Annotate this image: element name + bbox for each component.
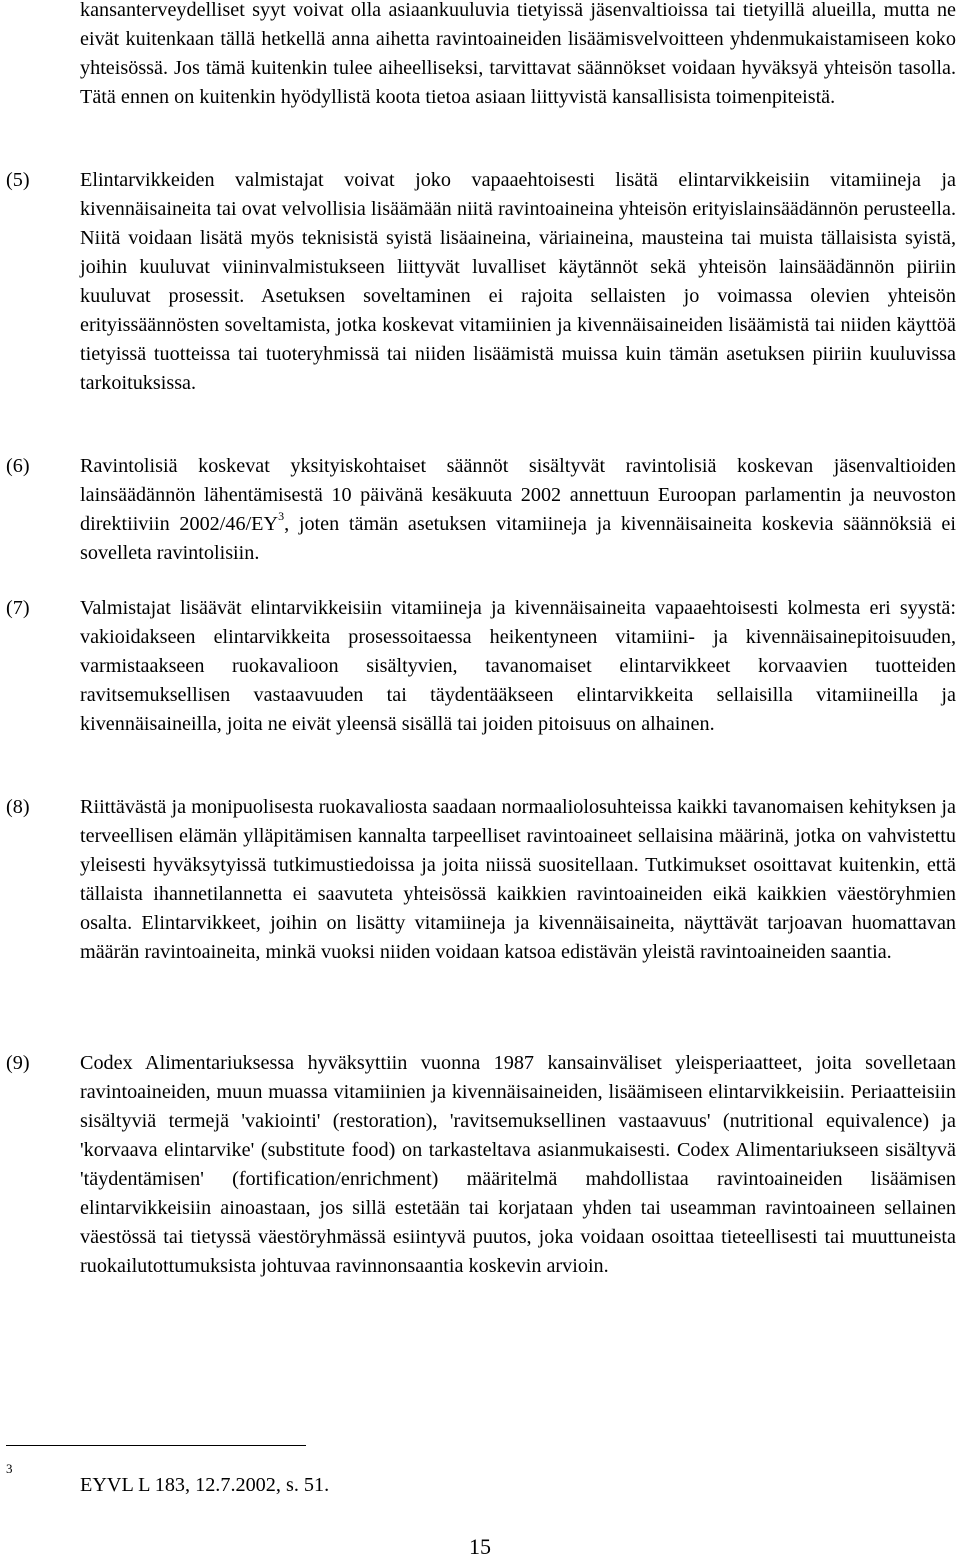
paragraph-7	[6, 594, 956, 739]
paragraph-number: (7)	[6, 597, 30, 619]
paragraph-text: Riittävästä ja monipuolisesta ruokavaliosta saadaan normaaliolosuhteissa kaikki tavanomaisen kehityksen ja terveellisen elämän ylläpitämisen kannalta tarpeelliset ravintoaineet sellaisina määrinä, jotka on vahvistettu yleisesti hyväksytyissä tutkimustiedoissa ja joita niissä suositellaan. Tutkimukset osoittavat kuitenkin, että tällaista ihannetilannetta ei saavuteta yhteisössä kaikkien ravintoaineiden eikä kaikkien väestöryhmien osalta. Elintarvikkeet, joihin on lisätty vitamiineja ja kivennäisaineita, näyttävät tarjoavan huomattavan määrän ravintoaineita, minkä vuoksi niiden voidaan katsoa edistävän yleistä ravintoaineiden saantia.	[80, 796, 956, 963]
paragraph-text: Elintarvikkeiden valmistajat voivat joko vapaaehtoisesti lisätä elintarvikkeisiin vitamiineja ja kivennäisaineita tai ovat velvollisia lisäämään niitä ravintoaineina yhteisön erityislainsäädännön perusteella. Niitä voidaan lisätä myös teknisistä syistä lisäaineina, väriaineina, mausteina tai muista tällaisista syistä, joihin kuuluvat viininvalmistukseen liittyvät luvalliset käytännöt sekä yhteisön lainsäädännön piiriin kuuluvat prosessit. Asetuksen soveltaminen ei rajoita sellaisten jo voimassa olevien yhteisön erityissäännösten soveltamista, jotka koskevat vitamiinien ja kivennäisaineiden lisäämistä tai niiden käyttöä tietyissä tuotteissa tai tuoteryhmissä tai niiden lisäämistä muissa kuin tämän asetuksen piiriin kuuluvissa tarkoituksissa.	[80, 169, 956, 394]
paragraph-number: (8)	[6, 796, 30, 818]
intro-text: kansanterveydelliset syyt voivat olla asiaankuuluvia tietyissä jäsenvaltioissa tai tietyillä alueilla, mutta ne eivät kuitenkaan tällä hetkellä anna aihetta ravintoaineiden lisäämisvelvoitteen yhdenmukaistamiseen koko yhteisössä. Jos tämä kuitenkin tulee aiheelliseksi, tarvittavat säännökset voidaan hyväksyä yhteisön tasolla. Tätä ennen on kuitenkin hyödyllistä koota tietoa asiaan liittyvistä kansallisista toimenpiteistä.	[80, 0, 956, 108]
intro-paragraph	[80, 0, 956, 112]
paragraph-number: (6)	[6, 455, 30, 477]
paragraph-text-after: , joten tämän asetuksen vitamiineja ja kivennäisaineita koskevia säännöksiä ei sovelleta ravintolisiin.	[80, 513, 956, 564]
footnote-separator	[6, 1445, 306, 1446]
paragraph-text: Codex Alimentariuksessa hyväksyttiin vuonna 1987 kansainväliset yleisperiaatteet, joita sovelletaan ravintoaineiden, muun muassa vitamiinien ja kivennäisaineiden, lisäämiseen elintarvikkeisiin. Periaatteisiin sisältyviä termejä 'vakiointi' (restoration), 'ravitsemuksellinen vastaavuus' (nutritional equivalence) ja 'korvaava elintarvike' (substitute food) on tarkasteltava asianmukaisesti. Codex Alimentariukseen sisältyvä 'täydentämisen' (fortification/enrichment) määritelmä mahdollistaa ravintoaineiden lisäämisen elintarvikkeisiin ainoastaan, jos sillä estetään tai korjataan yhden tai useamman ravintoaineen sellainen väestössä tai tietyssä väestöryhmässä esiintyvä puutos, joka voidaan osoittaa tieteellisesti tai muuttuneista ruokailutottumuksista johtuvaa ravinnonsaantia koskevin arvioin.	[80, 1052, 956, 1277]
paragraph-6	[6, 452, 956, 568]
footnote-number: 3	[6, 1461, 13, 1476]
paragraph-9	[6, 1049, 956, 1281]
paragraph-text	[80, 452, 956, 568]
paragraph-number: (9)	[6, 1052, 30, 1074]
paragraph-5	[6, 166, 956, 398]
page-number: 15	[469, 1534, 491, 1559]
paragraph-number: (5)	[6, 169, 30, 191]
paragraph-text-before: Ravintolisiä koskevat yksityiskohtaiset säännöt sisältyvät ravintolisiä koskevan jäsenvaltioiden lainsäädännön lähentämisestä 10 päivänä kesäkuuta 2002 annettuun Euroopan parlamentin ja neuvoston direktiiviin 2002/46/EY	[80, 455, 956, 535]
footnote-reference: 3	[278, 509, 285, 524]
footnote-text: EYVL L 183, 12.7.2002, s. 51.	[80, 1474, 330, 1496]
paragraph-8	[6, 793, 956, 967]
paragraph-text: Valmistajat lisäävät elintarvikkeisiin vitamiineja ja kivennäisaineita vapaaehtoisesti kolmesta eri syystä: vakioidakseen elintarvikkeita prosessoitaessa heikentyneen vitamiini- ja kivennäisainepitoisuuden, varmistaakseen ruokavalioon sisältyvien, tavanomaiset elintarvikkeet korvaavien tuotteiden ravitsemuksellisen vastaavuuden tai täydentääkseen elintarvikkeita sellaisilla vitamiineilla ja kivennäisaineilla, joita ne eivät yleensä sisällä tai joiden pitoisuus on alhainen.	[80, 597, 956, 735]
